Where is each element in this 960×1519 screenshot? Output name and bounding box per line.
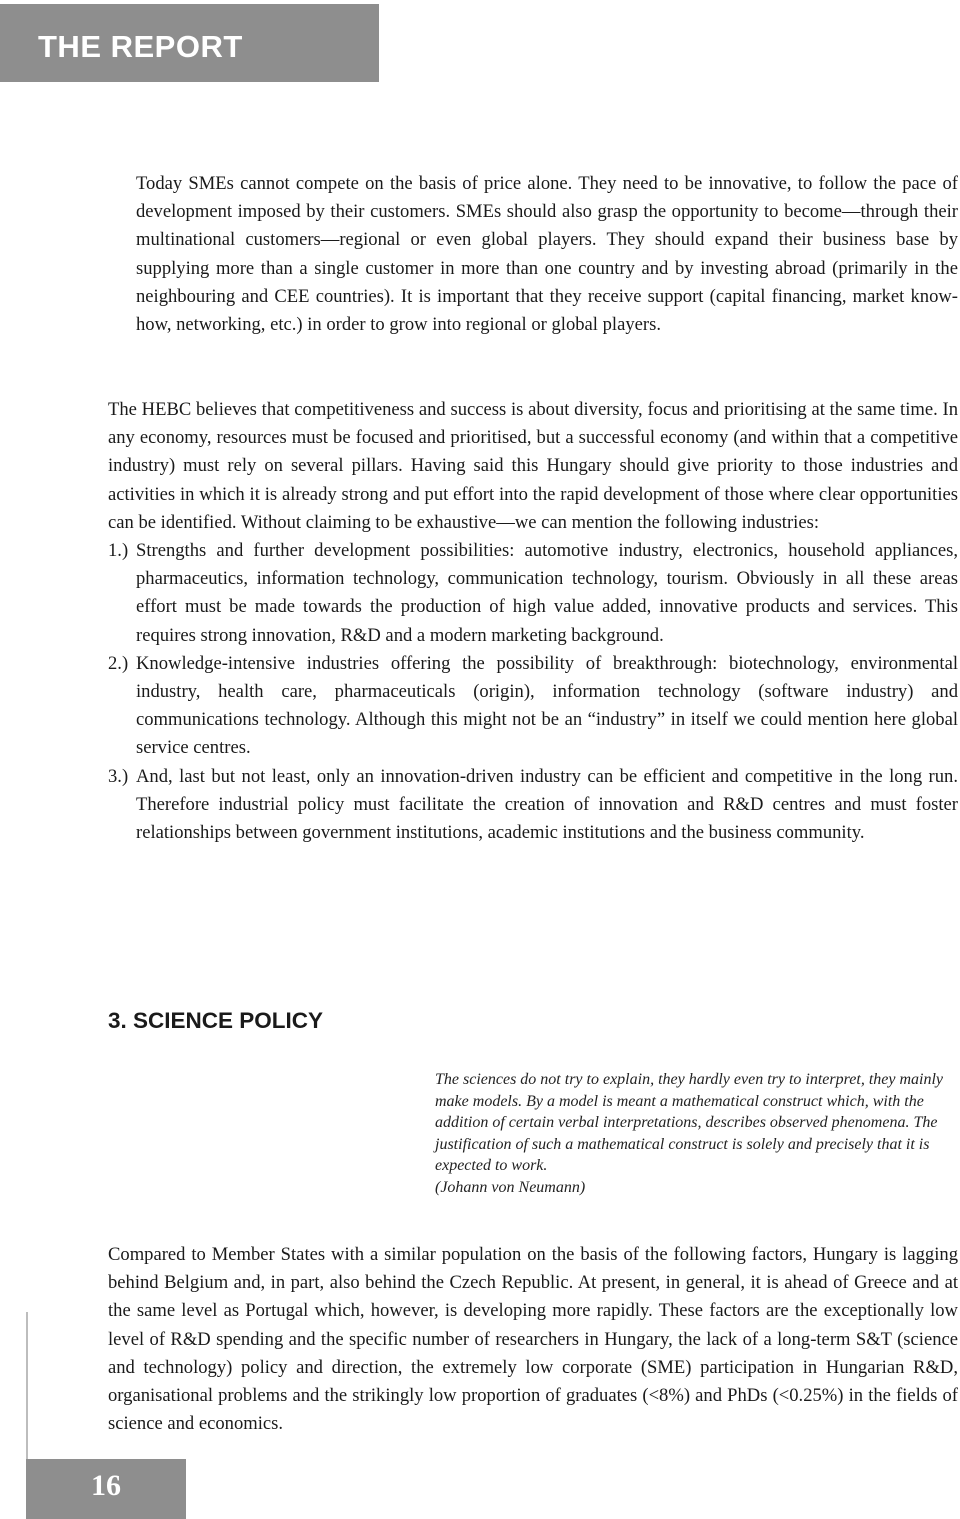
- list-item: [108, 537, 958, 650]
- quote-text: The sciences do not try to explain, they hardly even try to interpret, they mainly make models. By a model is meant a mathematical construct which, with the addition of certain verbal interpretations, describes observed phenomena. The justification of such a mathematical construct is solely and precisely that it is expected to work.: [435, 1071, 944, 1174]
- paragraph-hebc: The HEBC believes that competitiveness and success is about diversity, focus and prioritising at the same time. In any economy, resources must be focused and prioritised, but a successful economy (and within that a competitive industry) must rely on several pillars. Having said this Hungary should give priority to those industries and activities in which it is already strong and put effort into the rapid development of those where clear opportunities can be identified. Without claiming to be exhaustive—we can mention the following industries:: [108, 399, 958, 533]
- list-marker: 2.): [108, 652, 129, 674]
- report-title: THE REPORT: [38, 29, 243, 64]
- list-item-text: And, last but not least, only an innovation-driven industry can be efficient and competitive in the long run. Therefore industrial policy must facilitate the creation of innovation and R&D centres and must foster relationships between government institutions, academic institutions and the business community.: [136, 765, 958, 844]
- page-number: 16: [91, 1469, 121, 1502]
- paragraph-compared: Compared to Member States with a similar population on the basis of the following factors, Hungary is lagging behind Belgium and, in part, also behind the Czech Republic. At present, in general, it is ahead of Greece and at the same level as Portugal which, however, is developing more rapidly. These factors are the exceptionally low level of R&D spending and the specific number of researchers in Hungary, the lack of a long-term S&T (science and technology) policy and direction, the extremely low corporate (SME) participation in Hungarian R&D, organisational problems and the strikingly low proportion of graduates (<8%) and PhDs (<0.25%) in the fields of science and economics.: [108, 1244, 958, 1435]
- list-item: [108, 650, 958, 763]
- margin-rule: [26, 1312, 28, 1462]
- paragraph-smes: Today SMEs cannot compete on the basis of price alone. They need to be innovative, to follow the pace of development imposed by their customers. SMEs should also grasp the opportunity to become—through their multinational customers—regional or even global players. They should expand their business base by supplying more than a single customer in more than one country and by investing abroad (primarily in the neighbouring and CEE countries). It is important that they receive support (capital financing, market know-how, networking, etc.) in order to grow into regional or global players.: [136, 173, 958, 336]
- header-band: [0, 4, 379, 82]
- list-marker: 1.): [108, 540, 129, 562]
- list-marker: 3.): [108, 765, 129, 787]
- list-item-text: Knowledge-intensive industries offering the possibility of breakthrough: biotechnology, environmental industry, health care, pharmaceuticals (origin), information technology (software industry) and communications technology. Although this might not be an “industry” in itself we could mention here global service centres.: [136, 652, 958, 759]
- quote-attribution: (Johann von Neumann): [435, 1178, 586, 1196]
- industry-list: [108, 537, 958, 847]
- list-item-text: Strengths and further development possibilities: automotive industry, electronics, household appliances, pharmaceutics, information technology, communication technology, tourism. Obviously in all these areas effort must be made towards the production of high value added, innovative products and services. This requires strong innovation, R&D and a modern marketing background.: [136, 540, 958, 646]
- paragraph-hebc-block: [108, 396, 958, 847]
- section-heading: 3. SCIENCE POLICY: [108, 1008, 324, 1033]
- page-number-box: [26, 1459, 186, 1519]
- epigraph-quote: [435, 1069, 960, 1198]
- list-item: [108, 763, 958, 848]
